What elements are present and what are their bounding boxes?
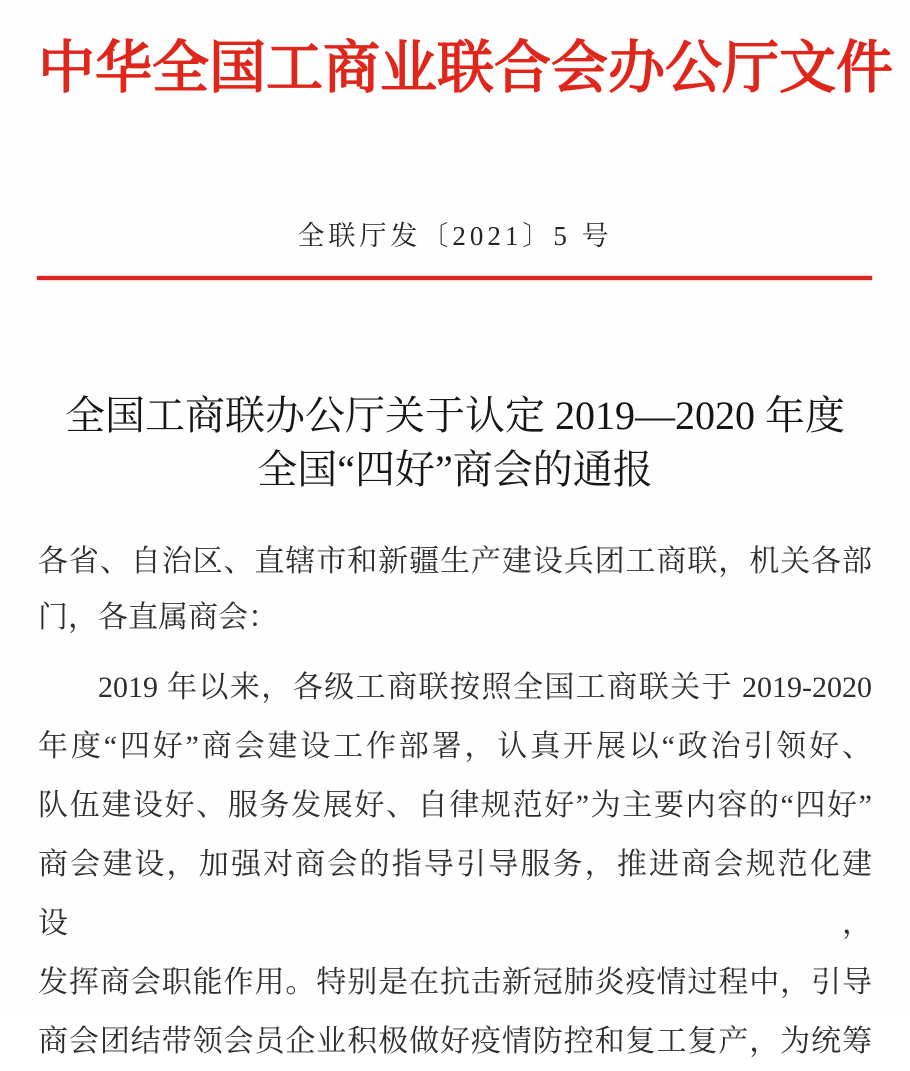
paragraph-line-1: 2019 年以来，各级工商联按照全国工商联关于 2019-2020 xyxy=(98,671,872,704)
letterhead-org-title: 中华全国工商业联合会办公厅文件 xyxy=(38,37,893,100)
document-title xyxy=(38,389,872,497)
paragraph-line-3: 队伍建设好、服务发展好、自律规范好”为主要内容的“四好” xyxy=(38,789,872,822)
paragraph-line-6: 商会团结带领会员企业积极做好疫情防控和复工复产，为统筹 xyxy=(38,1025,872,1058)
paragraph-line-4: 商会建设，加强对商会的指导引导服务，推进商会规范化建设， xyxy=(38,848,872,940)
document-number: 全联厅发〔2021〕5 号 xyxy=(297,221,613,251)
document-title-line-2: 全国“四好”商会的通报 xyxy=(257,447,653,492)
paragraph-line-2: 年度“四好”商会建设工作部署，认真开展以“政治引领好、 xyxy=(38,730,872,763)
paragraph-line-5: 发挥商会职能作用。特别是在抗击新冠肺炎疫情过程中，引导 xyxy=(38,966,872,999)
body-paragraph xyxy=(38,658,872,1071)
red-divider-line xyxy=(37,276,872,280)
salutation-line-1: 各省、自治区、直辖市和新疆生产建设兵团工商联，机关各部 xyxy=(38,545,872,578)
salutation xyxy=(38,534,872,646)
salutation-line-2: 门，各直属商会： xyxy=(38,601,278,634)
document-title-line-1: 全国工商联办公厅关于认定 2019—2020 年度 xyxy=(65,393,845,438)
